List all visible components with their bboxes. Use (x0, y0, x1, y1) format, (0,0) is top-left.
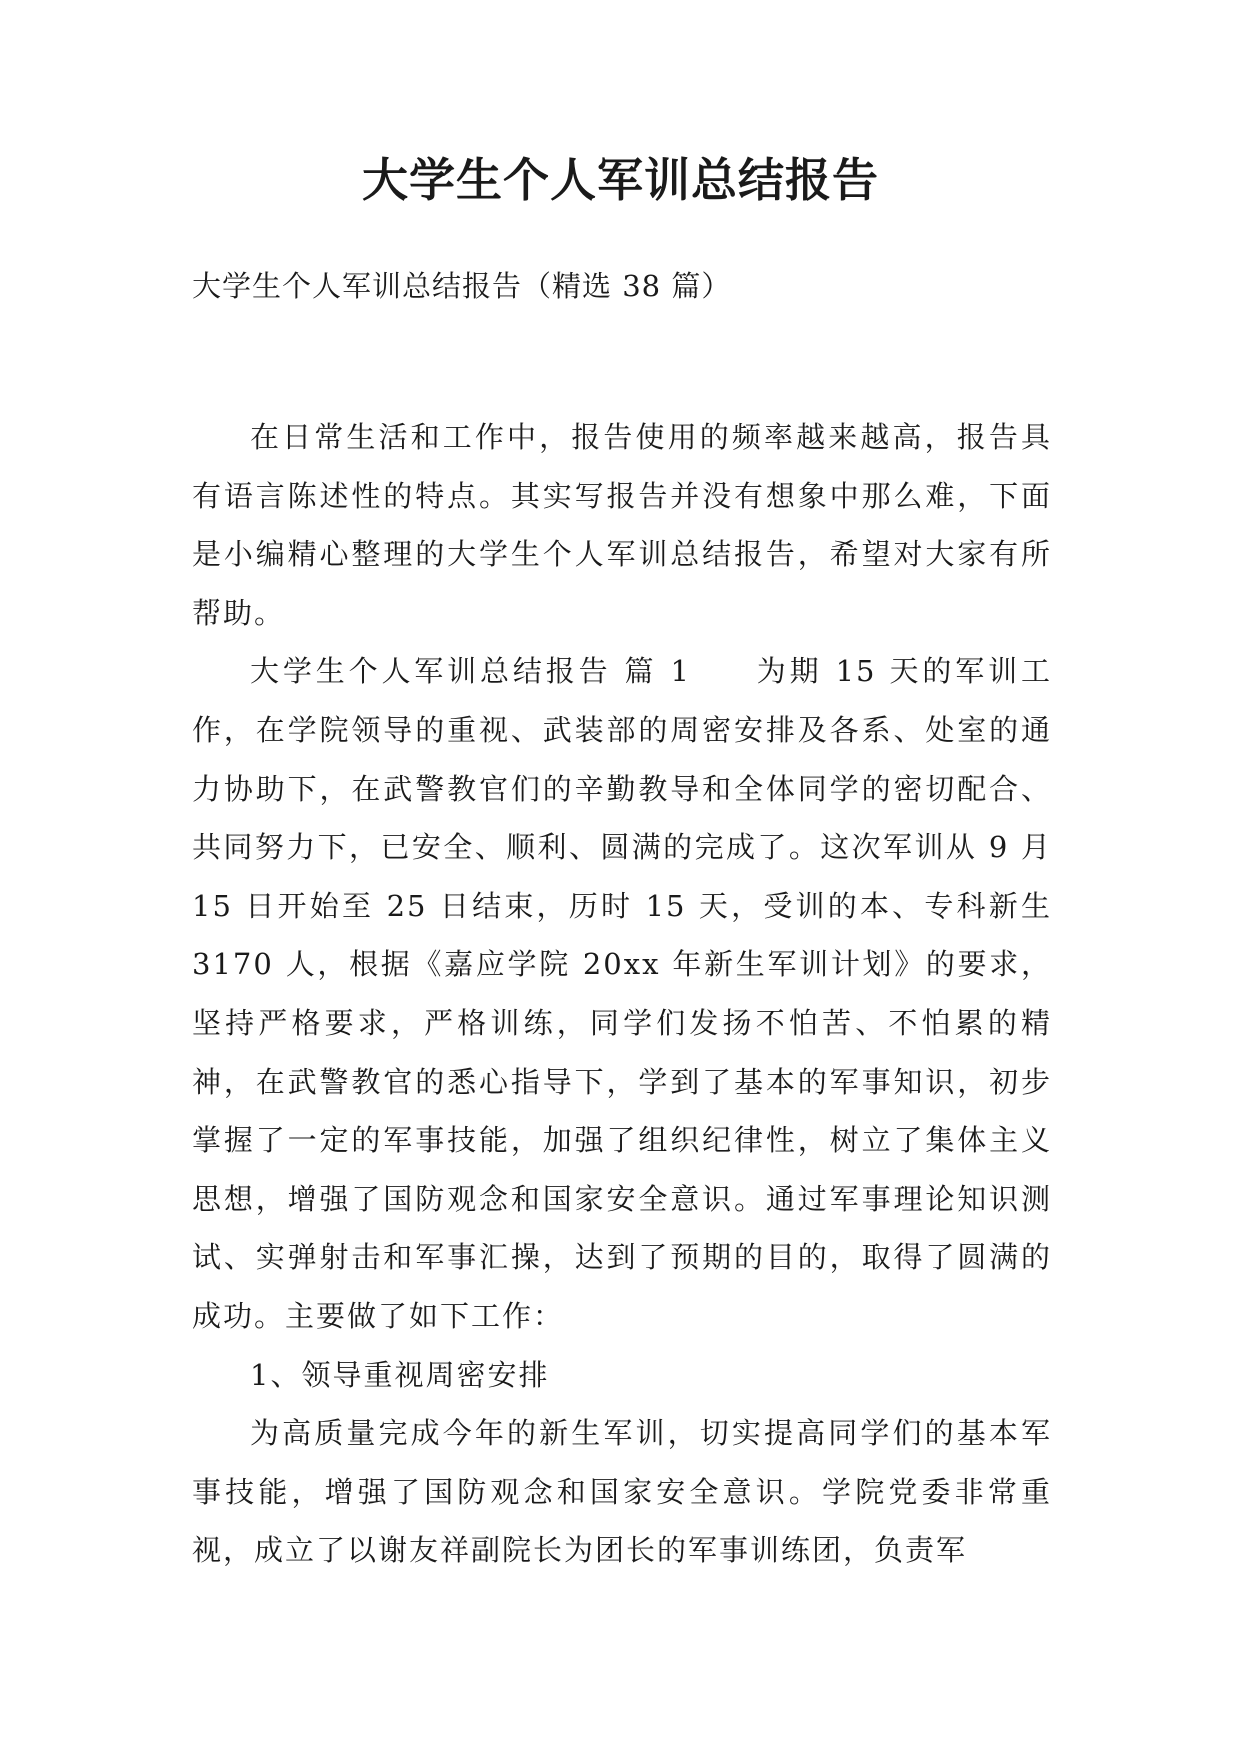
intro-paragraph: 在日常生活和工作中，报告使用的频率越来越高，报告具有语言陈述性的特点。其实写报告并没有想象中那么难，下面是小编精心整理的大学生个人军训总结报告，希望对大家有所帮助。 (192, 420, 1052, 630)
article-1-label: 大学生个人军训总结报告 篇 1 (250, 654, 691, 689)
section-1-paragraph: 为高质量完成今年的新生军训，切实提高同学们的基本军事技能，增强了国防观念和国家安全意识。学院党委非常重视，成立了以谢友祥副院长为团长的军事训练团，负责军 (192, 1416, 1052, 1568)
article-1-paragraph (192, 642, 1052, 1345)
article-1-lead-text: 为期 15 天的军训工作，在学院领导的重视、武装部的周密安排及各系、处室的通力协助下，在武警教官们的辛勤教导和全体同学的密切配合、共同努力下，已安全、顺利、圆满的完成了。这次军训从 9 月 15 日开始至 25 日结束，历时 15 天，受训的本、专科新生 3170 人，根据《嘉应学院 20xx 年新生军训计划》的要求，坚持严格要求，严格训练，同学们发扬不怕苦、不怕累的精神，在武警教官的悉心指导下，学到了基本的军事知识，初步掌握了一定的军事技能，加强了组织纪律性，树立了集体主义思想，增强了国防观念和国家安全意识。通过军事理论知识测试、实弹射击和军事汇操，达到了预期的目的，取得了圆满的成功。主要做了如下工作： (192, 654, 1052, 1333)
document-body (192, 408, 1052, 1580)
section-1-heading: 1、领导重视周密安排 (250, 1357, 550, 1392)
document-subtitle: 大学生个人军训总结报告（精选 38 篇） (192, 269, 732, 303)
document-title: 大学生个人军训总结报告 (362, 153, 879, 207)
